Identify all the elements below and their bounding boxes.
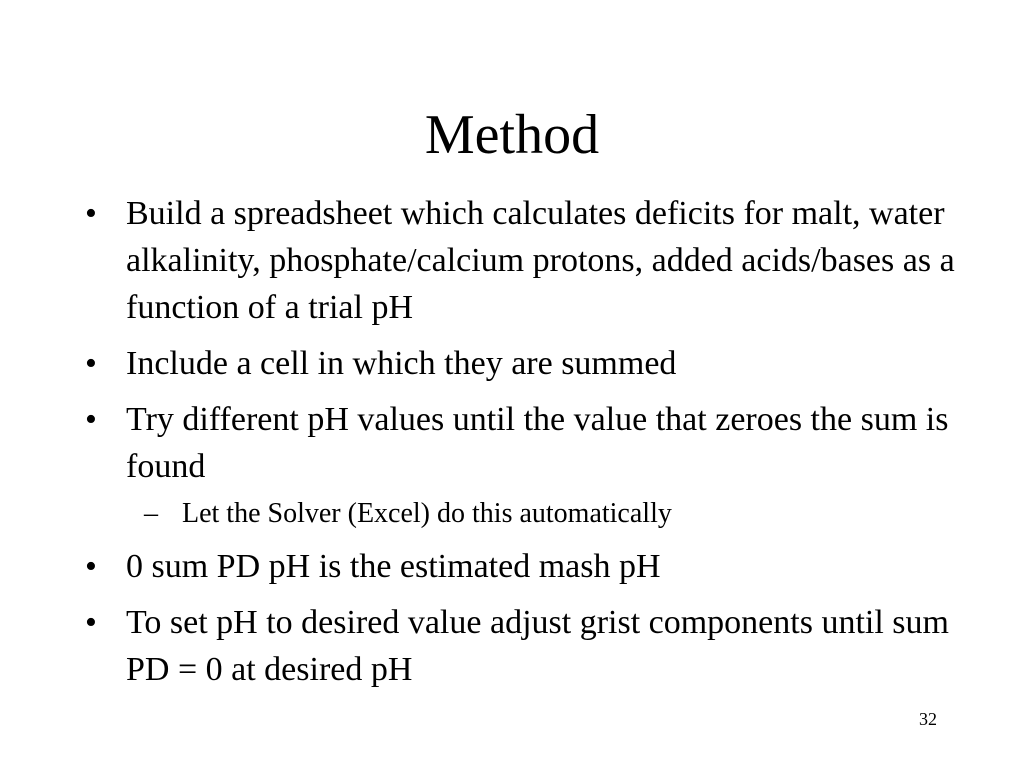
bullet-text: Include a cell in which they are summed [126,345,677,382]
bullet-dot-icon: • [85,195,97,232]
bullet-text: 0 sum PD pH is the estimated mash pH [126,548,661,585]
bullet-item [85,190,965,331]
slide-title: Method [424,104,600,166]
slide-number: 32 [919,709,937,729]
sub-bullet-text: Let the Solver (Excel) do this automatically [182,498,672,529]
bullet-text: To set pH to desired value adjust grist components until sum PD = 0 at desired pH [126,604,949,688]
bullet-dot-icon: • [85,345,97,382]
bullet-dot-icon: • [85,604,97,641]
bullet-list [85,190,965,702]
bullet-item [85,396,965,534]
bullet-dot-icon: • [85,401,97,438]
sub-bullet-list [126,494,965,534]
bullet-item [85,543,965,590]
bullet-text: Build a spreadsheet which calculates deficits for malt, water alkalinity, phosphate/calcium protons, added acids/bases as a function of a trial pH [126,195,955,326]
bullet-dot-icon: • [85,548,97,585]
bullet-item [85,340,965,387]
dash-icon: – [144,498,158,529]
bullet-text: Try different pH values until the value that zeroes the sum is found [126,401,949,485]
bullet-item [85,599,965,693]
sub-bullet-item [136,494,965,534]
